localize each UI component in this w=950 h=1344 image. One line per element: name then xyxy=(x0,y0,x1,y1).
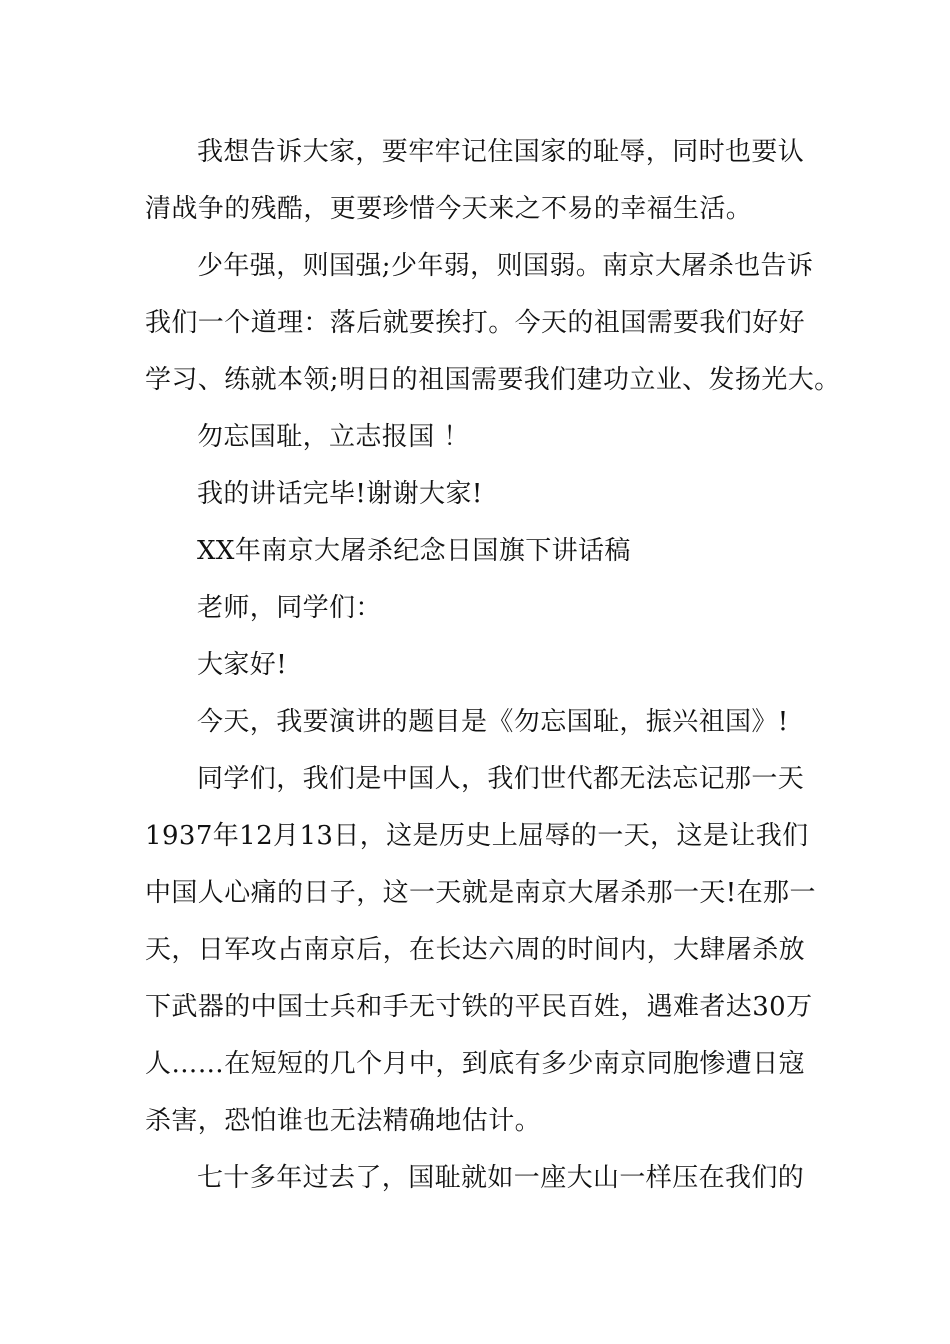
text-line: 勿忘国耻，立志报国 ！ xyxy=(197,422,470,452)
text-line: 七十多年过去了，国耻就如一座大山一样压在我们的 xyxy=(197,1163,805,1193)
text-line: 人……在短短的几个月中，到底有多少南京同胞惨遭日寇 xyxy=(145,1049,806,1079)
text-line: 杀害，恐怕谁也无法精确地估计。 xyxy=(145,1106,542,1136)
text-line: 1937年12月13日，这是历史上屈辱的一天，这是让我们 xyxy=(145,821,809,851)
text-line: 同学们，我们是中国人，我们世代都无法忘记那一天 xyxy=(197,764,805,794)
text-line: 清战争的残酷，更要珍惜今天来之不易的幸福生活。 xyxy=(145,194,753,224)
text-line: 我们一个道理：落后就要挨打。今天的祖国需要我们好好 xyxy=(145,308,806,338)
text-line: 大家好! xyxy=(197,650,288,680)
text-line: 老师，同学们： xyxy=(197,593,382,623)
text-line: 中国人心痛的日子，这一天就是南京大屠杀那一天!在那一 xyxy=(145,878,816,908)
text-line: 天，日军攻占南京后，在长达六周的时间内，大肆屠杀放 xyxy=(145,935,806,965)
text-line: 今天，我要演讲的题目是《勿忘国耻，振兴祖国》! xyxy=(197,707,789,737)
text-line: 少年强，则国强;少年弱，则国弱。南京大屠杀也告诉 xyxy=(197,251,814,281)
text-line: XX年南京大屠杀纪念日国旗下讲话稿 xyxy=(197,536,631,566)
text-line: 下武器的中国士兵和手无寸铁的平民百姓，遇难者达30万 xyxy=(145,992,813,1022)
text-line: 我的讲话完毕!谢谢大家! xyxy=(197,479,483,509)
text-line: 学习、练就本领;明日的祖国需要我们建功立业、发扬光大。 xyxy=(145,365,841,395)
text-line: 我想告诉大家，要牢牢记住国家的耻辱，同时也要认 xyxy=(197,137,805,167)
